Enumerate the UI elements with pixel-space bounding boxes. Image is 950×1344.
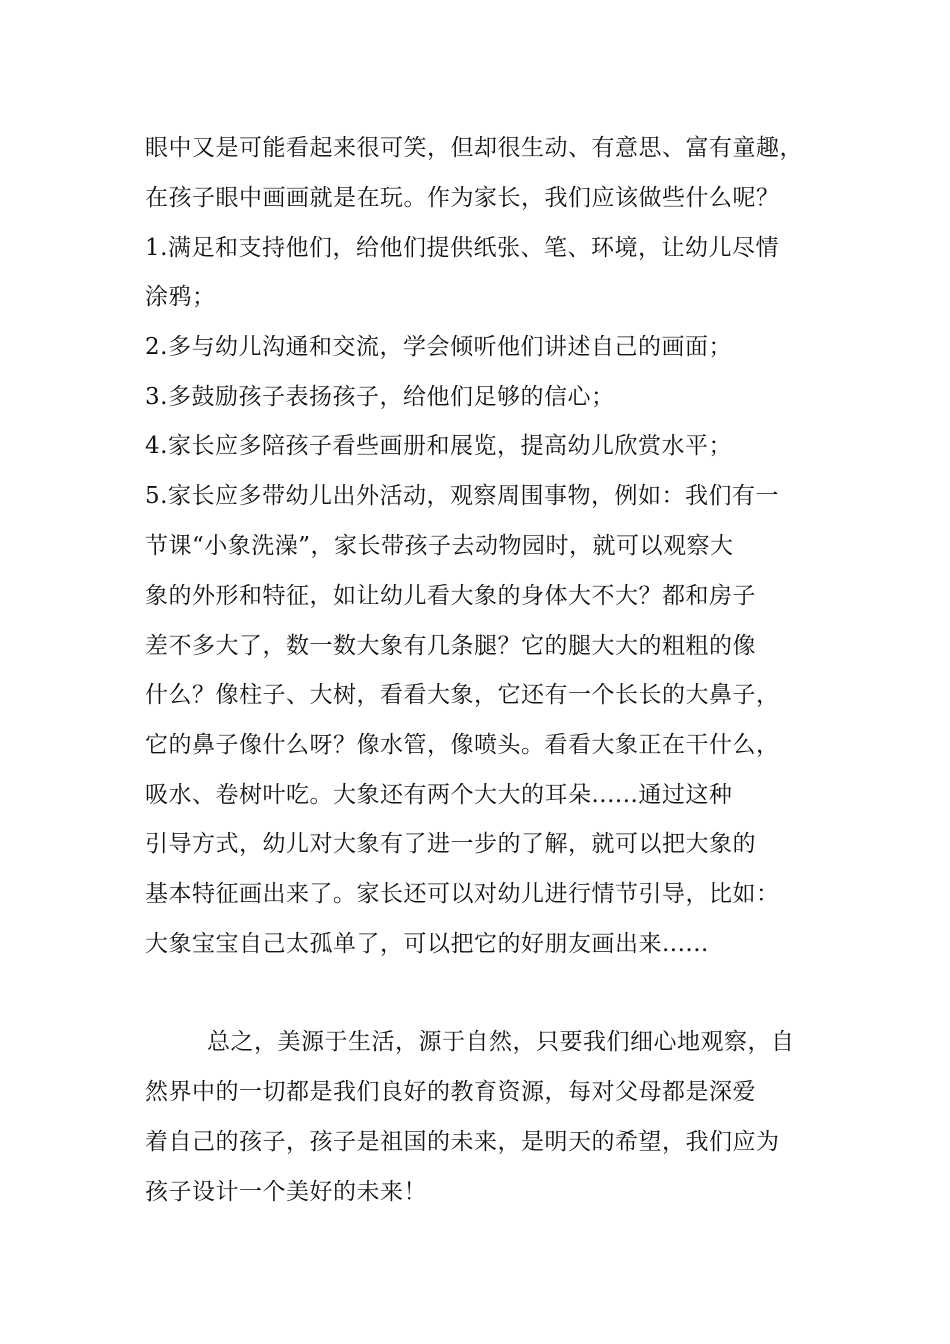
list-item: 5.家长应多带幼儿出外活动，观察周围事物，例如：我们有一 [145,483,779,509]
text-line: 什么？像柱子、大树，看看大象，它还有一个长长的大鼻子， [145,682,780,708]
text-line: 象的外形和特征，如让幼儿看大象的身体大不大？都和房子 [145,583,756,609]
text-line: 大象宝宝自己太孤单了，可以把它的好朋友画出来...... [145,931,709,957]
text-line: 吸水、卷树叶吃。大象还有两个大大的耳朵......通过这种 [145,782,733,808]
list-item: 2.多与幼儿沟通和交流，学会倾听他们讲述自己的画面； [145,334,732,360]
conclusion-line: 孩子设计一个美好的未来！ [145,1179,427,1205]
text-line: 差不多大了，数一数大象有几条腿？它的腿大大的粗粗的像 [145,633,756,659]
text-line: 涂鸦； [145,284,216,310]
text-line: 基本特征画出来了。家长还可以对幼儿进行情节引导，比如： [145,881,780,907]
conclusion-line: 着自己的孩子，孩子是祖国的未来，是明天的希望，我们应为 [145,1129,780,1155]
text-line: 它的鼻子像什么呀？像水管，像喷头。看看大象正在干什么， [145,732,780,758]
conclusion-line: 总之，美源于生活，源于自然，只要我们细心地观察，自 [207,1029,795,1055]
list-item: 1.满足和支持他们，给他们提供纸张、笔、环境，让幼儿尽情 [145,235,779,261]
list-item: 3.多鼓励孩子表扬孩子，给他们足够的信心； [145,384,615,410]
list-item: 4.家长应多陪孩子看些画册和展览，提高幼儿欣赏水平； [145,433,732,459]
text-line: 节课“小象洗澡”，家长带孩子去动物园时，就可以观察大 [145,533,734,559]
text-line: 眼中又是可能看起来很可笑，但却很生动、有意思、富有童趣， [145,135,803,161]
conclusion-line: 然界中的一切都是我们良好的教育资源，每对父母都是深爱 [145,1079,756,1105]
text-line: 引导方式，幼儿对大象有了进一步的了解，就可以把大象的 [145,831,756,857]
text-line: 在孩子眼中画画就是在玩。作为家长，我们应该做些什么呢？ [145,185,780,211]
